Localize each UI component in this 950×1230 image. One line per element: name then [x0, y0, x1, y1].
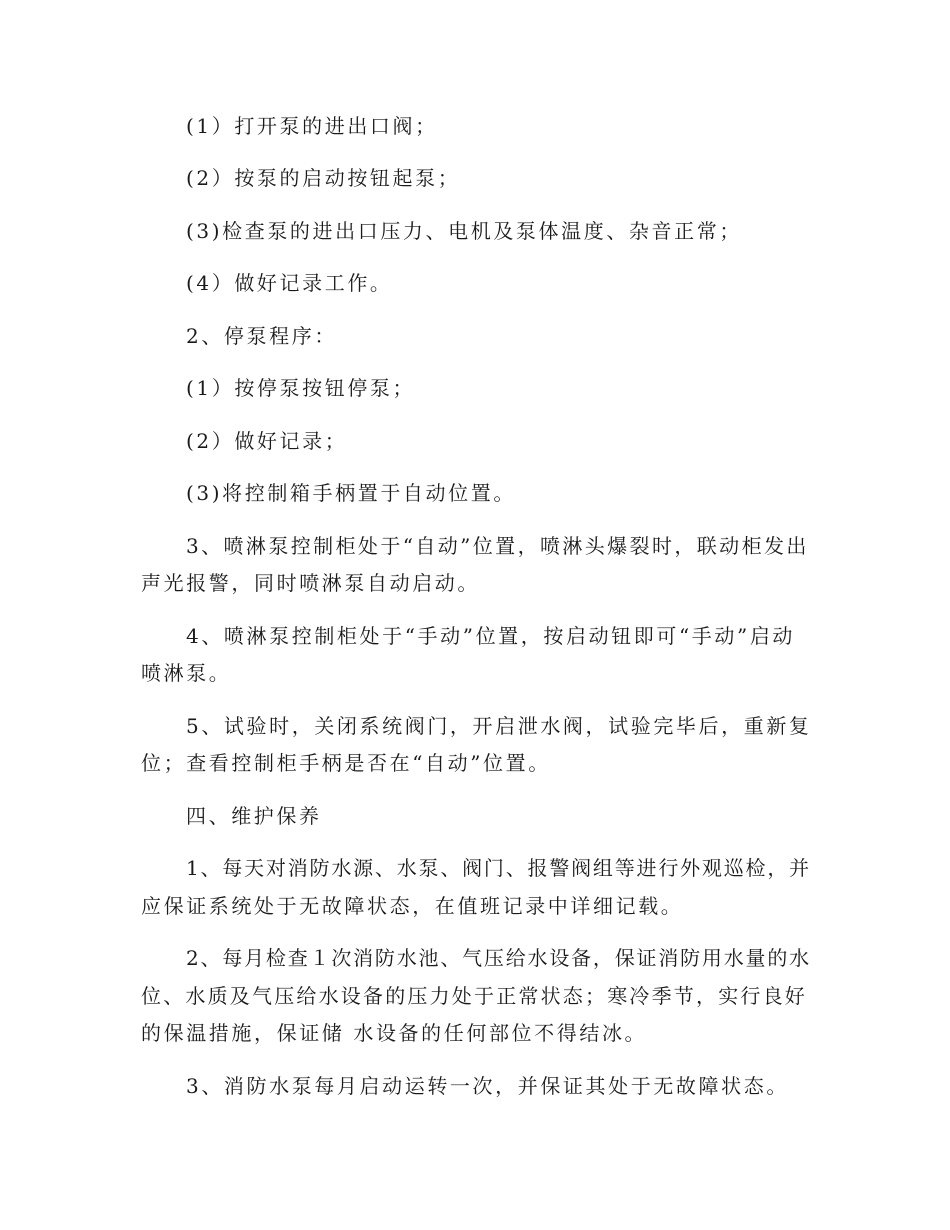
text-line: 的保温措施，保证储 水设备的任何部位不得结冰。: [141, 1021, 648, 1045]
text-line: 1、每天对消防水源、水泵、阀门、报警阀组等进行外观巡检，并: [186, 856, 811, 880]
text-line: (2）按泵的启动按钮起泵；: [186, 166, 461, 190]
text-line: 位、水质及气压给水设备的压力处于正常状态；寒冷季节，实行良好: [141, 984, 807, 1008]
text-line: (3)检查泵的进出口压力、电机及泵体温度、杂音正常；: [186, 219, 742, 243]
text-line: (3)将控制箱手柄置于自动位置。: [186, 481, 516, 505]
text-line: 位；查看控制柜手柄是否在“自动”位置。: [141, 751, 551, 775]
text-line: 4、喷淋泵控制柜处于“手动”位置，按启动钮即可“手动”启动: [186, 624, 796, 648]
text-line: 3、消防水泵每月启动运转一次，并保证其处于无故障状态。: [186, 1074, 789, 1098]
text-line: 喷淋泵。: [141, 661, 232, 685]
text-line: (2）做好记录；: [186, 429, 348, 453]
text-line: (1）打开泵的进出口阀；: [186, 114, 438, 138]
section-heading: 四、维护保养: [186, 804, 322, 828]
text-line: 2、每月检查１次消防水池、气压给水设备，保证消防用水量的水: [186, 946, 811, 970]
text-line: 3、喷淋泵控制柜处于“自动”位置，喷淋头爆裂时，联动柜发出: [186, 534, 809, 558]
text-line: (1）按停泵按钮停泵；: [186, 376, 416, 400]
text-line: 5、试验时，关闭系统阀门，开启泄水阀，试验完毕后，重新复: [186, 714, 812, 738]
text-line: 应保证系统处于无故障状态，在值班记录中详细记载。: [141, 894, 684, 918]
text-line: 2、停泵程序：: [186, 324, 337, 348]
text-line: (4）做好记录工作。: [186, 271, 393, 295]
text-line: 声光报警，同时喷淋泵自动启动。: [141, 571, 480, 595]
